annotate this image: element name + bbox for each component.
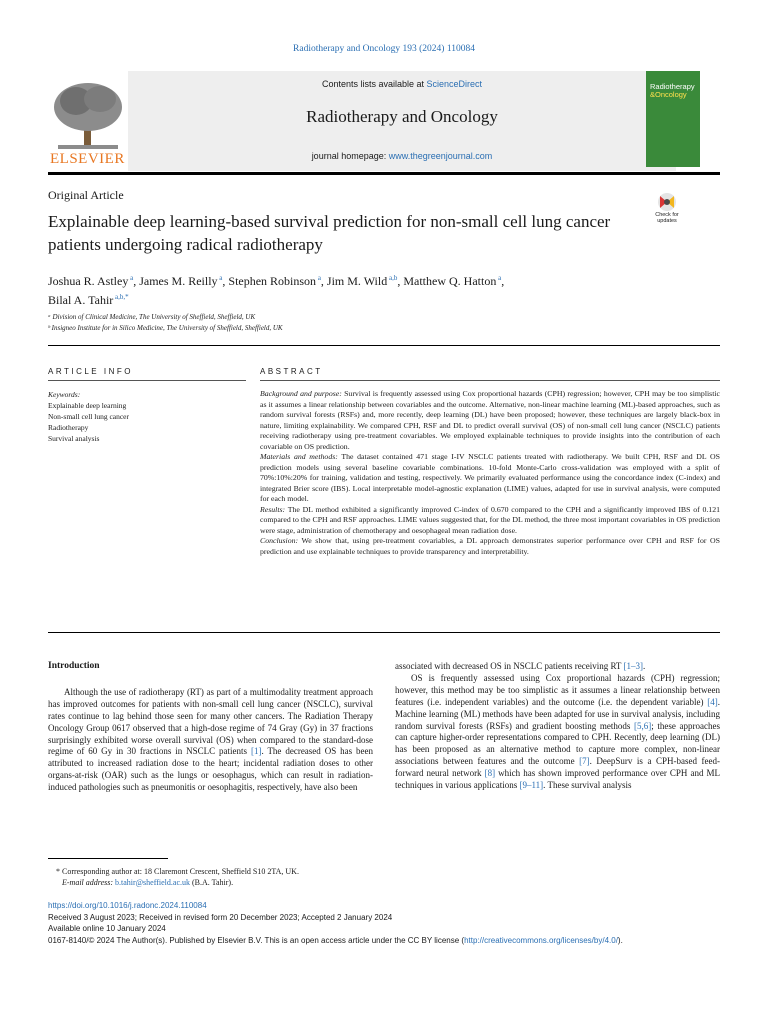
citation-link[interactable]: [8] [484,768,496,779]
authors-line-2 [48,289,688,308]
footnotes [48,866,299,888]
introduction-heading: Introduction [48,661,100,671]
author-name: Bilal A. Tahir [48,293,114,307]
license-suffix: ). [617,935,623,945]
contents-line [128,79,676,89]
keywords-block [48,389,129,444]
keyword-item: Survival analysis [48,434,100,443]
corresponding-author-note: * Corresponding author at: 18 Claremont Crescent, Sheffield S10 2TA, UK. [56,867,299,876]
paragraph-text: Although the use of radiotherapy (RT) as part of a multimodality treatment approach has improved outcomes for patients with non-small cell lung cancer (NSCLC), survival rates continue to lag behind those seen for many other cancers. The Radiation Therapy Oncology Group 0617 observed that a high-dose regime of 74 Gray (Gy) in 37 fractions surprisingly exhibited worse overall survival (OS) when compared to the standard-dose regime of 60 Gy in 30 fractions in NSCLC patients [48,686,373,757]
abstract-body: We show that, using pre-treatment covariables, a DL approach demonstrates superior performance over CPH and RSF for OS prediction and use explainable techniques to provide transparency and interpretability. [260,536,720,556]
footnote-rule [48,858,168,859]
author-affiliation-marker[interactable]: a,b [387,274,398,282]
body-column-right [395,661,720,792]
cover-title-line2: &Oncology [650,89,687,99]
abstract-label: Results: [260,504,286,514]
author-affiliation-marker[interactable]: a [128,274,134,282]
check-for-updates-badge[interactable] [648,192,686,232]
license-line [48,935,623,947]
keyword-item: Explainable deep learning [48,401,127,410]
journal-title: Radiotherapy and Oncology [306,107,498,126]
license-link[interactable]: http://creativecommons.org/licenses/by/4.0/ [464,935,618,945]
citation-link[interactable]: [1–3] [623,661,643,671]
email-suffix: (B.A. Tahir). [190,878,234,887]
article-info-rule [48,380,246,381]
affiliation-a: ᵃ Division of Clinical Medicine, The University of Sheffield, Sheffield, UK [48,313,256,321]
homepage-link[interactable]: www.thegreenjournal.com [388,151,493,161]
doi-link[interactable]: https://doi.org/10.1016/j.radonc.2024.110084 [48,901,207,910]
abstract-label: Materials and methods: [260,452,338,461]
author-affiliation-marker[interactable]: a,b,* [113,293,129,301]
paragraph-text: . DeepSurv is a CPH-based feed-forward neural network [395,756,720,779]
abstract-heading: ABSTRACT [260,367,323,376]
author-name: Joshua R. Astley [48,274,129,288]
received-dates: Received 3 August 2023; Received in revised form 20 December 2023; Accepted 2 January 2024 [48,912,393,922]
paragraph-text: . The decreased OS has been attributed to increased radiation dose to the heart; incidental radiation doses to other organs-at-risk (OAR) such as the lungs or oesophagus, which can result in radiation-induced pathologies such as pneumonitis or oesophagitis, respectively, have also been [48,746,373,793]
license-prefix: 0167-8140/© 2024 The Author(s). Published by Elsevier B.V. This is an open access article under the CC BY license ( [48,935,465,945]
email-link[interactable]: b.tahir@sheffield.ac.uk [115,878,191,887]
paragraph-text: . Machine learning (ML) methods have been adapted for use in survival analysis, including random survival forests (RSFs) and gradient boosting methods [395,696,720,731]
citation-link[interactable]: [9–11] [519,780,544,791]
section-rule [48,345,720,346]
paragraph-text: which has shown improved performance over CPH and ML techniques in various applications [395,768,720,791]
cover-title-line1: Radiotherapy [650,82,695,91]
body-column-left [48,661,373,794]
abstract-bottom-rule [48,632,720,633]
author-affiliation-marker[interactable]: a [217,274,223,282]
author-name: Jim M. Wild [326,274,388,288]
sciencedirect-link[interactable]: ScienceDirect [426,79,483,89]
email-label: E-mail address: [62,878,116,887]
author-name: Matthew Q. Hatton [403,274,497,288]
crossmark-icon [648,192,686,212]
author-affiliation-marker[interactable]: a [316,274,321,282]
keywords-label: Keywords: [48,390,81,399]
header-box [128,71,676,171]
keyword-item: Non-small cell lung cancer [48,412,130,421]
available-online: Available online 10 January 2024 [48,924,166,933]
article-title: Explainable deep learning-based survival prediction for non-small cell lung cancer patients undergoing radical radiotherapy [48,212,611,254]
article-info-heading: ARTICLE INFO [48,367,133,376]
author-name: Stephen Robinson [228,274,317,288]
paragraph-text: . [643,661,646,671]
abstract-text [260,389,720,557]
keyword-item: Radiotherapy [48,423,89,432]
introduction-paragraph [395,661,720,673]
introduction-paragraph [395,673,720,792]
abstract-rule [260,380,720,381]
authors-line-1: Joshua R. Astley $^a$, James M. Reilly $^a$, Stephen Robinson $^a$, Jim M. Wild $^{a,b}$, Matthew Q. Hatton $^a$, [48,274,505,288]
citation-link[interactable]: [4] [707,696,718,707]
citation-link[interactable]: [7] [579,756,590,767]
homepage-line [128,151,676,161]
abstract-background [260,389,720,452]
paragraph-text: . These survival analysis [543,780,632,791]
journal-reference[interactable]: Radiotherapy and Oncology 193 (2024) 110084 [293,44,475,54]
contents-prefix: Contents lists available at [321,79,427,89]
author-name: James M. Reilly [139,274,218,288]
crossmark-label: Check for updates [655,212,679,224]
introduction-paragraph [48,687,373,794]
affiliations [48,312,283,334]
header-rule [48,172,720,175]
paragraph-text: ; these approaches can capture higher-order representations compared to CPH. Recently, deep learning (DL) has been proposed as an alternative method to capture more complex, non-linear associations between features and the outcome [395,720,720,767]
abstract-conclusion [260,536,720,557]
email-note [48,877,299,888]
abstract-body: The DL method exhibited a significantly improved C-index of 0.670 compared to the CPH and a significantly improved IBS of 0.121 compared to the CPH and RSF approaches. LIME values suggested that, for the DL method, the three most important covariables in OS prediction were stage, administration of chemotherapy and oesophageal mean radiation dose. [260,504,720,535]
citation-link[interactable]: [5,6] [634,720,652,731]
cover-title [650,83,695,99]
paragraph-text: OS is frequently assessed using Cox proportional hazards (CPH) regression; however, this method may be too simplistic as it assumes a linear relationship between features (i.e. independent variables) and the outcome (i.e. the dependent variable) [395,672,720,707]
abstract-label: Background and purpose: [260,389,342,398]
abstract-label: Conclusion: [260,536,299,545]
affiliation-b: ᵇ Insigneo Institute for in Silico Medicine, The University of Sheffield, Sheffield, UK [48,324,283,332]
paragraph-text: associated with decreased OS in NSCLC patients receiving RT [395,661,624,671]
journal-cover-image [646,71,700,167]
elsevier-wordmark: ELSEVIER [50,151,125,167]
journal-header [48,71,720,171]
citation-link[interactable]: [1] [250,746,262,757]
author-affiliation-marker[interactable]: a [496,274,502,282]
publication-info [48,900,623,946]
abstract-body: Survival is frequently assessed using Cox proportional hazards (CPH) regression; however, CPH may be too simplistic as it assumes a linear relationship between covariables and the outcome. Alternative, non-linear machine learning (ML)-based approaches, such as random survival forests (RSFs) and, more recently, deep learning (DL) have been proposed; however, these techniques are largely black-box in nature, limiting explainability. We compared CPH, RSF and DL to predict overall survival (OS) of non-small cell lung cancer (NSCLC) patients receiving radiotherapy using pre-treatment covariables. We employed explainable techniques to provide insights into the contribution of each covariable on OS prediction. [260,389,720,451]
homepage-prefix: journal homepage: [311,151,389,161]
abstract-results [260,505,720,537]
author-list [48,270,688,308]
abstract-methods [260,452,720,505]
article-type: Original Article [48,188,124,202]
abstract-body: The dataset contained 471 stage I-IV NSCLC patients treated with radiotherapy. We built CPH, RSF and DL OS prediction models using several baseline covariable combinations. 10-fold Monte-Carlo cross-validation was employed with a split of 70%:10%:20% for training, validation and testing, respectively. We primarily evaluated performance using the concordance index (C-index) and integrated Brier score (IBS). Local interpretable model-agnostic explanation (LIME) values, adapted for use in survival analysis, were computed for each model. [260,452,721,503]
